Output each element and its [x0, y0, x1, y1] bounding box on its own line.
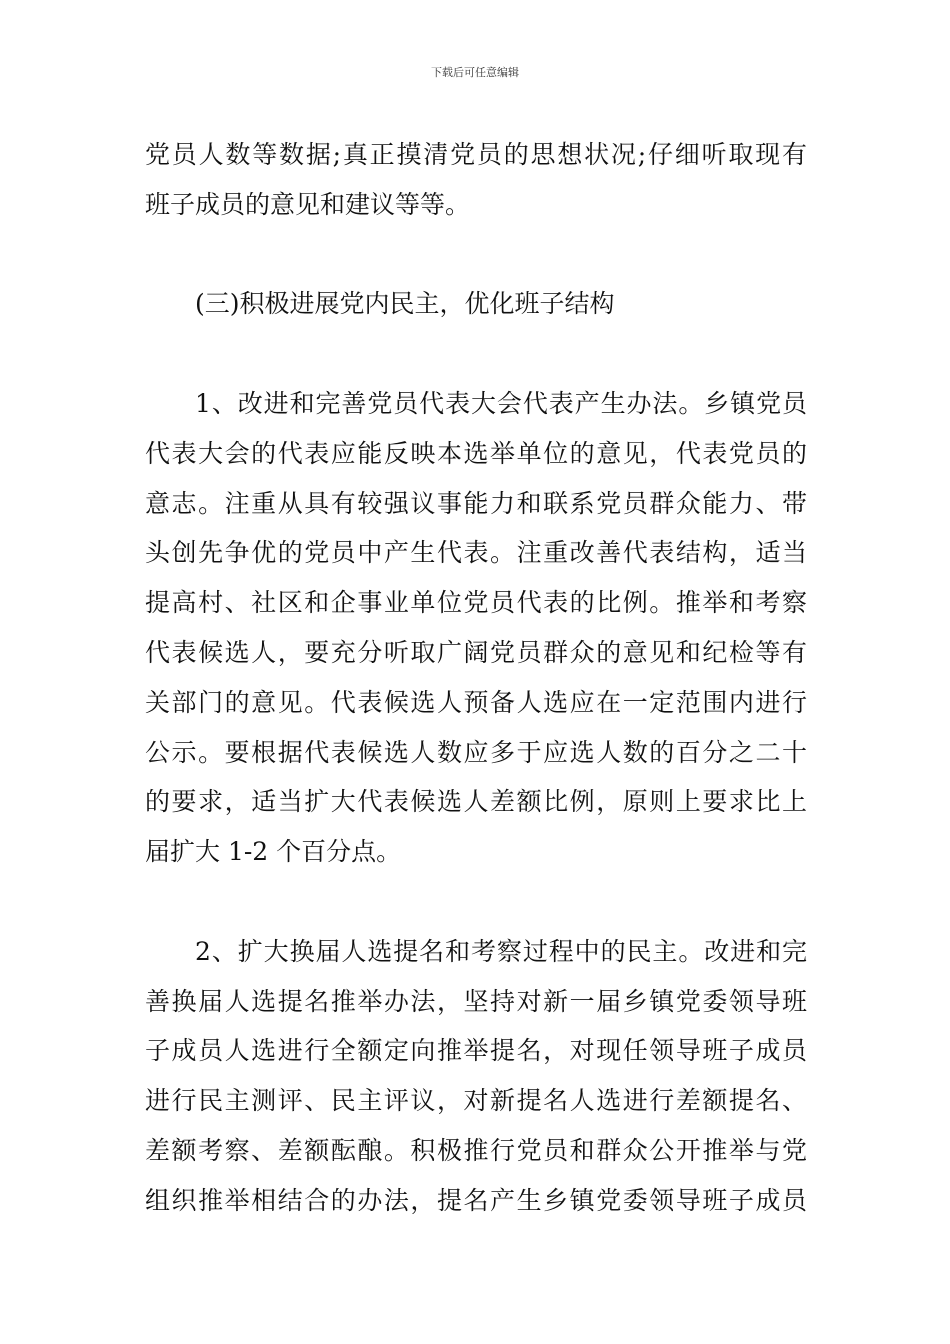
text-line: 进行民主测评、民主评议，对新提名人选进行差额提名、	[145, 1086, 807, 1116]
text-line: 的要求，适当扩大代表候选人差额比例，原则上要求比上	[145, 787, 807, 817]
text-line: 关部门的意见。代表候选人预备人选应在一定范围内进行	[145, 687, 807, 717]
text-line: 提高村、社区和企事业单位党员代表的比例。推举和考察	[145, 588, 807, 618]
paragraph-gap	[145, 329, 807, 379]
document-body	[145, 130, 807, 1226]
section-heading	[145, 279, 807, 329]
text-line: 善换届人选提名推举办法，坚持对新一届乡镇党委领导班	[145, 986, 807, 1016]
text-line: 1、改进和完善党员代表大会代表产生办法。乡镇党员	[195, 388, 807, 418]
paragraph-gap	[145, 230, 807, 280]
text-line: 代表候选人，要充分听取广阔党员群众的意见和纪检等有	[145, 637, 807, 667]
text-line: 公示。要根据代表候选人数应多于应选人数的百分之二十	[145, 737, 807, 767]
text-line: 班子成员的意见和建议等等。	[145, 189, 471, 219]
paragraph-gap	[145, 877, 807, 927]
text-line: 意志。注重从具有较强议事能力和联系党员群众能力、带	[145, 488, 807, 518]
heading-line: (三)积极进展党内民主，优化班子结构	[195, 289, 615, 319]
paragraph-continuation	[145, 130, 807, 230]
paragraph-item-1	[145, 379, 807, 877]
text-line: 差额考察、差额酝酿。积极推行党员和群众公开推举与党	[145, 1135, 807, 1165]
text-line: 头创先争优的党员中产生代表。注重改善代表结构，适当	[145, 538, 807, 568]
text-line: 党员人数等数据;真正摸清党员的思想状况;仔细听取现有	[145, 140, 807, 169]
text-line: 子成员人选进行全额定向推举提名，对现任领导班子成员	[145, 1036, 807, 1066]
text-line: 届扩大 1-2 个百分点。	[145, 837, 402, 867]
text-line: 代表大会的代表应能反映本选举单位的意见，代表党员的	[145, 438, 807, 468]
text-line: 组织推举相结合的办法，提名产生乡镇党委领导班子成员	[145, 1185, 807, 1215]
paragraph-item-2	[145, 927, 807, 1226]
page-header-note: 下载后可任意编辑	[431, 66, 519, 79]
text-line: 2、扩大换届人选提名和考察过程中的民主。改进和完	[195, 936, 807, 966]
